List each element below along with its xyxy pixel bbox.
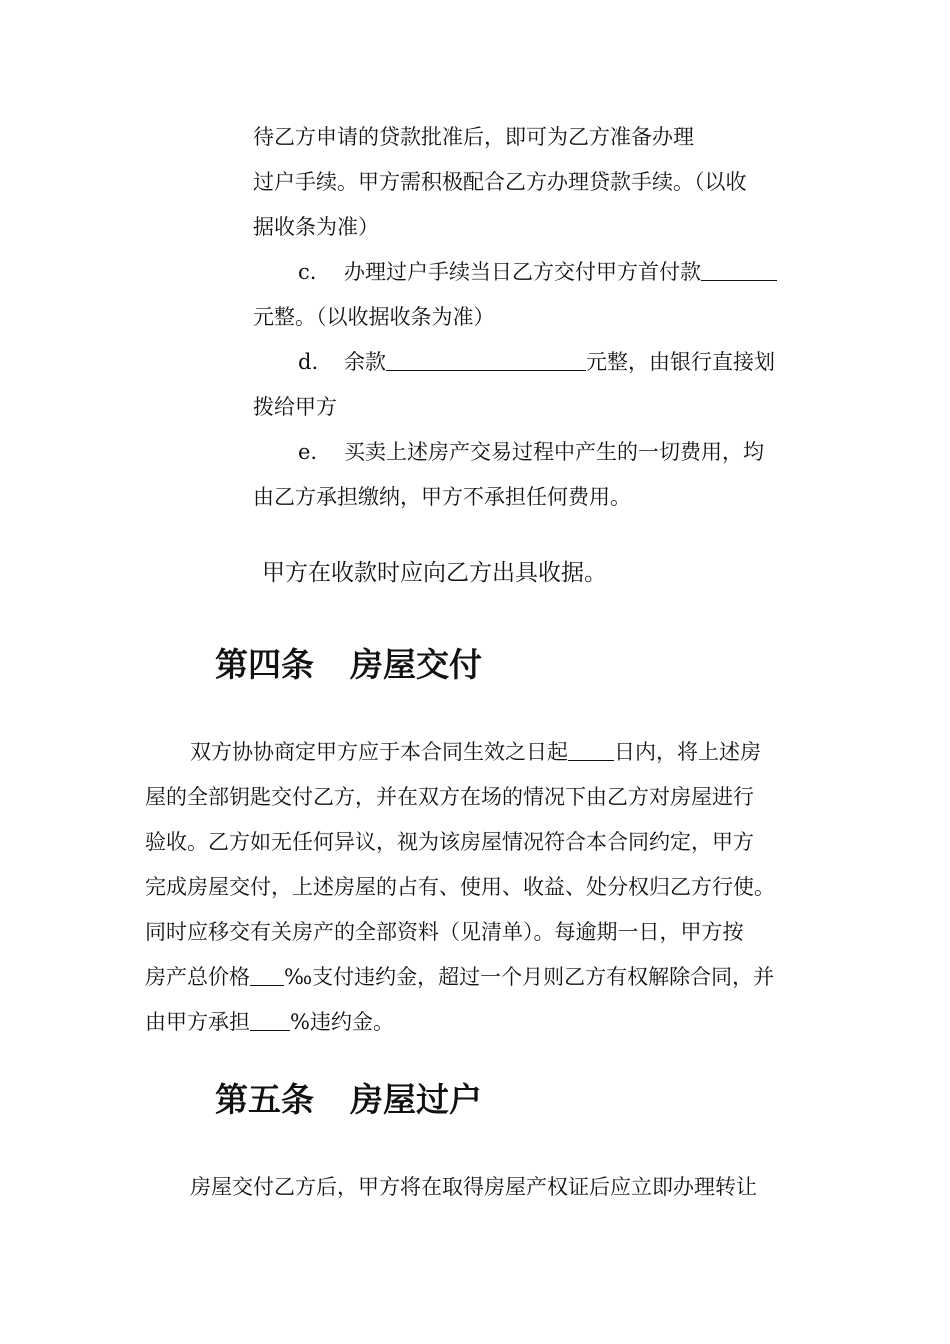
text-run: 日内，将上述房 (614, 740, 761, 764)
item-d (298, 347, 775, 377)
article-5-heading (215, 1078, 482, 1122)
article-4-line: 同时应移交有关房产的全部资料（见清单）。每逾期一日，甲方按 (145, 920, 744, 944)
paragraph-line: 待乙方申请的贷款批准后，即可为乙方准备办理 (253, 125, 694, 149)
paragraph-line: 据收条为准） (253, 215, 379, 239)
blank-field (250, 1008, 290, 1031)
article-5-number: 第五条 (215, 1080, 314, 1119)
item-e (298, 437, 764, 467)
text-run: %违约金。 (290, 1010, 394, 1034)
article-4-heading (215, 643, 482, 687)
item-c (298, 257, 777, 287)
blank-field (701, 258, 777, 281)
article-4-title: 房屋交付 (350, 645, 482, 684)
blank-field (568, 738, 614, 761)
article-4-line (145, 1007, 394, 1037)
text-run: 双方协协商定甲方应于本合同生效之日起 (190, 740, 568, 764)
receipt-note: 甲方在收款时应向乙方出具收据。 (262, 560, 607, 586)
article-4-line: 屋的全部钥匙交付乙方，并在双方在场的情况下由乙方对房屋进行 (145, 785, 754, 809)
item-e-continuation: 由乙方承担缴纳，甲方不承担任何费用。 (253, 485, 631, 509)
article-4-number: 第四条 (215, 645, 314, 684)
article-5-line: 房屋交付乙方后，甲方将在取得房屋产权证后应立即办理转让 (190, 1175, 757, 1199)
item-c-text: 办理过户手续当日乙方交付甲方首付款 (344, 260, 701, 284)
text-run: ‰支付违约金，超过一个月则乙方有权解除合同，并 (284, 965, 775, 989)
article-4-line: 完成房屋交付，上述房屋的占有、使用、收益、处分权归乙方行使。 (145, 875, 775, 899)
item-d-marker: d. (298, 350, 319, 374)
paragraph-line: 过户手续。甲方需积极配合乙方办理贷款手续。（以收 (253, 170, 747, 194)
item-d-continuation: 拨给甲方 (253, 395, 337, 419)
blank-field (250, 963, 284, 986)
blank-field (386, 348, 586, 371)
article-4-line (145, 962, 774, 992)
text-run: 房产总价格 (145, 965, 250, 989)
article-4-line (190, 737, 761, 767)
article-4-line: 验收。乙方如无任何异议，视为该房屋情况符合本合同约定，甲方 (145, 830, 754, 854)
article-5-title: 房屋过户 (350, 1080, 482, 1119)
item-c-marker: c. (298, 260, 317, 284)
text-run: 由甲方承担 (145, 1010, 250, 1034)
item-d-text-before: 余款 (344, 350, 386, 374)
item-e-text: 买卖上述房产交易过程中产生的一切费用，均 (344, 440, 764, 464)
item-e-marker: e. (298, 440, 318, 464)
item-d-text-after: 元整，由银行直接划 (586, 350, 775, 374)
item-c-continuation: 元整。（以收据收条为准） (253, 305, 495, 329)
